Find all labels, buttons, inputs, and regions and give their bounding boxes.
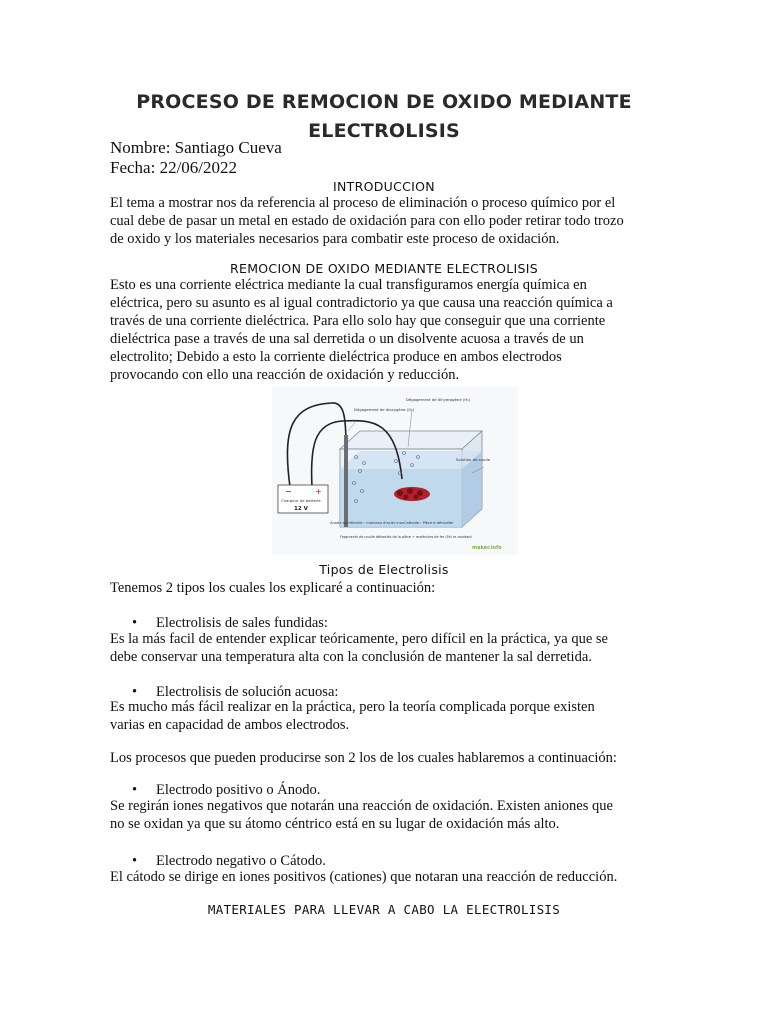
title-line-1: PROCESO DE REMOCION DE OXIDO MEDIANTE: [136, 91, 632, 113]
text-line: varias en capacidad de ambos electrodos.: [110, 717, 350, 733]
author-name: Nombre: Santiago Cueva: [110, 138, 282, 157]
types-intro: Tenemos 2 tipos los cuales los explicaré a continuación:: [110, 580, 436, 596]
tank: [340, 431, 482, 527]
battery-voltage: 12 V: [294, 506, 308, 512]
electrolysis-diagram: [272, 387, 518, 555]
label-anode: Anode sacrificielle : morceau d'acier inox: [330, 521, 404, 525]
title-line-2: ELECTROLISIS: [308, 120, 460, 142]
text-line: cual debe de pasar un metal en estado de oxidación para con ello poder retirar todo trozo: [110, 213, 624, 229]
text-line: de oxido y los materiales necesarios para combatir este proceso de oxidación.: [110, 231, 560, 247]
intro-paragraph: [110, 194, 658, 248]
bullet-dot: •: [132, 615, 138, 631]
bullet-text: Electrolisis de sales fundidas:: [156, 615, 328, 631]
bullet-dot: •: [132, 782, 138, 798]
battery-charger: [278, 485, 328, 513]
cathode-piece: [394, 487, 430, 501]
text-line: El cátodo se dirige en iones positivos (cationes) que notaran una reacción de reducción.: [110, 869, 618, 885]
materials-heading: MATERIALES PARA LLEVAR A CABO LA ELECTROLISIS: [207, 902, 561, 917]
anode-paragraph: [110, 797, 658, 833]
text-line: Se regirán iones negativos que notarán una reacción de oxidación. Existen aniones que: [110, 798, 613, 814]
types-heading: Tipos de Electrolisis: [319, 562, 449, 577]
electrolysis-paragraph: [110, 276, 658, 384]
label-oxygen: Dégagement de dioxygène (O₂): [354, 407, 415, 412]
bullet-text: Electrolisis de solución acuosa:: [156, 684, 339, 700]
label-hydrogen: Dégagement de dihydrogène (H₂): [406, 397, 471, 402]
aqueous-solution-paragraph: [110, 698, 658, 734]
text-line: Esto es una corriente eléctrica mediante la cual transfiguramos energía química en: [110, 277, 587, 293]
bullet-dot: •: [132, 853, 138, 869]
processes-intro: Los procesos que pueden producirse son 2 los de los cuales hablaremos a continuación:: [110, 750, 617, 766]
text-line: debe conservar una temperatura alta con la conclusión de mantener la sal derretida.: [110, 649, 592, 665]
text-line: través de una corriente dieléctrica. Para ello solo hay que conseguir que una corriente: [110, 313, 606, 329]
label-fragments: Fragments de rouille détachés de la pièce + molécules de fer (Fe) re-noirdant: [340, 535, 472, 539]
cathode-paragraph: [110, 868, 658, 886]
bullet-text: Electrodo positivo o Ánodo.: [156, 782, 321, 798]
molten-salts-paragraph: [110, 630, 658, 666]
bullet-dot: •: [132, 684, 138, 700]
text-line: Es la más facil de entender explicar teóricamente, pero difícil en la práctica, ya que se: [110, 631, 608, 647]
text-line: Es mucho más fácil realizar en la práctica, pero la teoría complicada porque existen: [110, 699, 595, 715]
section-electrolysis-heading: REMOCION DE OXIDO MEDIANTE ELECTROLISIS: [230, 261, 538, 276]
anode-plate: [344, 435, 348, 527]
bullet-text: Electrodo negativo o Cátodo.: [156, 853, 326, 869]
watermark-text: maker.info: [472, 545, 502, 551]
text-line: eléctrica, pero su asunto es al igual contradictorio ya que causa una reacción química a: [110, 295, 613, 311]
text-line: dieléctrica pase a través de una sal derretida o un disolvente acuosa a través de un: [110, 331, 584, 347]
document-date: Fecha: 22/06/2022: [110, 158, 238, 177]
intro-heading: INTRODUCCION: [333, 179, 435, 194]
battery-label: Chargeur de batterie: [281, 498, 321, 503]
label-cathode: Cathode : Pièce à dérouiller: [404, 521, 454, 525]
text-line: no se oxidan ya que su átomo céntrico está en su lugar de oxidación más alto.: [110, 816, 560, 832]
battery-minus: −: [285, 487, 292, 496]
text-line: electrolito; Debido a esto la corriente dieléctrica produce en ambos electrodos: [110, 349, 562, 365]
battery-plus: +: [315, 487, 322, 496]
text-line: provocando con ello una reacción de oxidación y reducción.: [110, 367, 460, 383]
text-line: El tema a mostrar nos da referencia al proceso de eliminación o proceso químico por el: [110, 195, 616, 211]
label-solution: Solution de soude: [456, 457, 491, 462]
